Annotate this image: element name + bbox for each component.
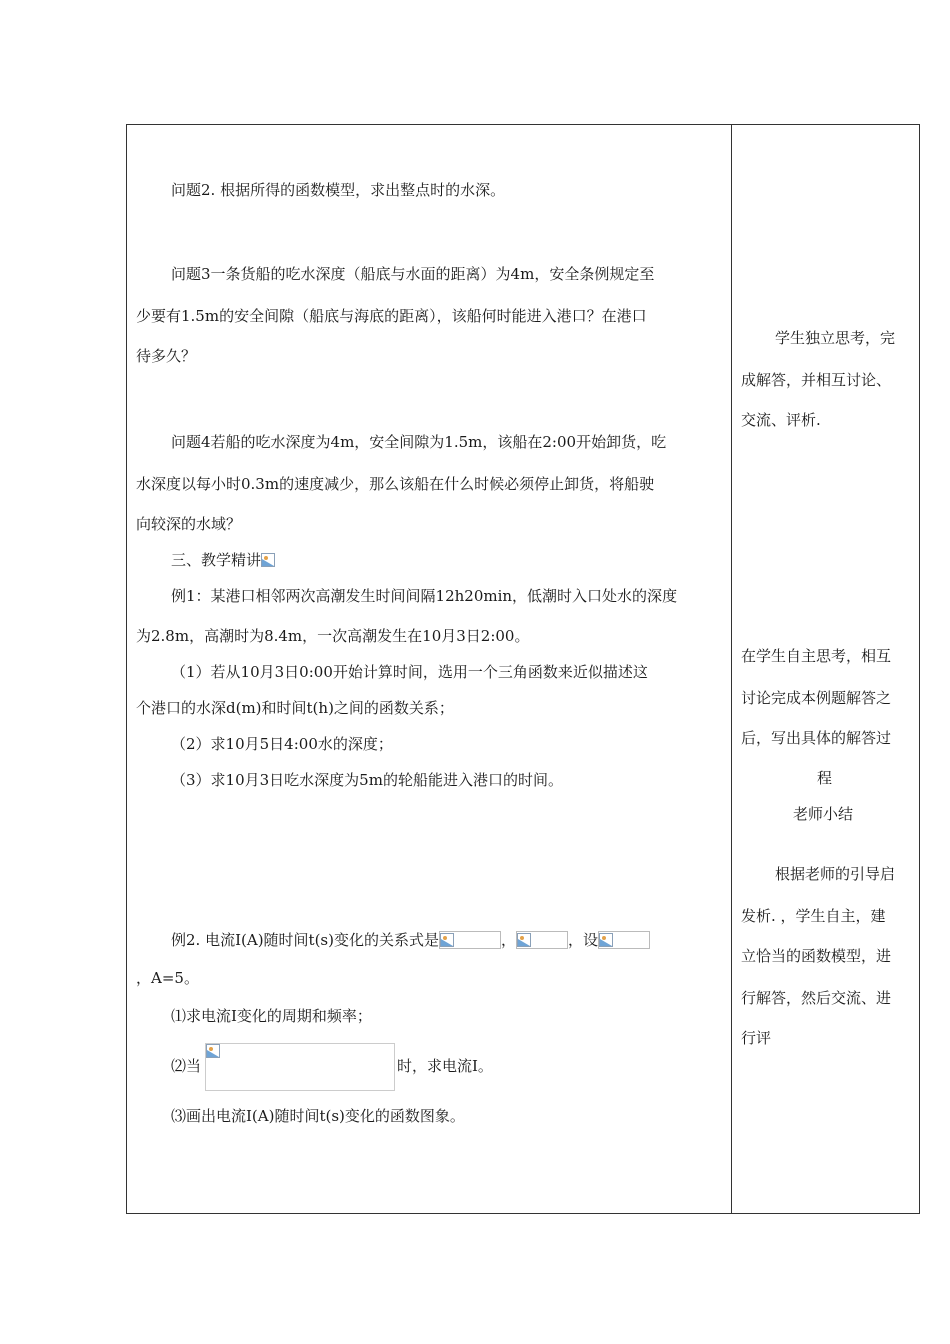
question-2: 问题2. 根据所得的函数模型，求出整点时的水深。	[171, 181, 506, 199]
activity-a-line2: 成解答，并相互讨论、	[741, 371, 892, 389]
example-2-line2: ，A=5。	[136, 969, 199, 987]
formula-omega	[516, 931, 568, 949]
question-4-line3: 向较深的水域？	[136, 515, 242, 533]
example-1-line2: 为2.8m，高潮时为8.4m，一次高潮发生在10月3日2:00。	[136, 627, 530, 645]
activity-b-line4: 程	[817, 769, 833, 787]
activity-b-line5: 老师小结	[793, 805, 854, 823]
lesson-table	[126, 124, 920, 1214]
broken-image-icon	[599, 933, 613, 947]
example-2-step3: ⑶画出电流I(A)随时间t(s)变化的函数图象。	[171, 1107, 465, 1125]
example-2-step1: ⑴求电流I变化的周期和频率；	[171, 1007, 372, 1025]
question-3-line1: 问题3一条货船的吃水深度（船底与水面的距离）为4m，安全条例规定至	[171, 265, 655, 283]
formula-phi	[598, 931, 650, 949]
activity-a-line1: 学生独立思考，完	[775, 329, 896, 347]
activity-b-line2: 讨论完成本例题解答之	[741, 689, 892, 707]
question-3-line3: 待多久？	[136, 347, 197, 365]
activity-c-line2: 发析. ，学生自主，建	[741, 907, 886, 925]
activity-c-line4: 行解答，然后交流、进	[741, 989, 892, 1007]
broken-image-icon	[517, 933, 531, 947]
section-3-title: 三、教学精讲	[171, 551, 262, 569]
example-2-prefix: 例2. 电流I(A)随时间t(s)变化的关系式是	[171, 931, 439, 949]
broken-image-icon	[206, 1044, 220, 1058]
broken-image-icon	[440, 933, 454, 947]
activity-a-line3: 交流、评析.	[741, 411, 821, 429]
broken-image-icon	[261, 553, 275, 567]
example-1-part2: （2）求10月5日4:00水的深度；	[171, 735, 393, 753]
example-2-comma: ，	[500, 931, 516, 949]
activity-c-line5: 行评	[741, 1029, 772, 1047]
example-1-part3: （3）求10月3日吃水深度为5m的轮船能进入港口的时间。	[171, 771, 563, 789]
formula-time-values	[205, 1043, 395, 1091]
example-2-let: ，设	[568, 931, 599, 949]
example-2-step2-suffix: 时，求电流I。	[397, 1057, 493, 1075]
example-2-line1	[171, 929, 650, 951]
activity-c-line3: 立恰当的函数模型，进	[741, 947, 892, 965]
question-3-line2: 少要有1.5m的安全间隙（船底与海底的距离），该船何时能进入港口？在港口	[136, 307, 647, 325]
activity-c-line1: 根据老师的引导启	[775, 865, 896, 883]
example-1-part1-line2: 个港口的水深d(m)和时间t(h)之间的函数关系；	[136, 699, 454, 717]
section-3-heading	[171, 549, 275, 571]
example-1-part1-line1: （1）若从10月3日0:00开始计算时间，选用一个三角函数来近似描述这	[171, 663, 648, 681]
question-4-line2: 水深度以每小时0.3m的速度减少，那么该船在什么时候必须停止卸货，将船驶	[136, 475, 655, 493]
activity-b-line3: 后，写出具体的解答过	[741, 729, 892, 747]
question-4-line1: 问题4若船的吃水深度为4m，安全间隙为1.5m，该船在2:00开始卸货，吃	[171, 433, 667, 451]
example-1-line1: 例1：某港口相邻两次高潮发生时间间隔12h20min，低潮时入口处水的深度	[171, 587, 678, 605]
column-divider	[731, 125, 732, 1213]
activity-b-line1: 在学生自主思考，相互	[741, 647, 892, 665]
formula-current	[439, 931, 501, 949]
example-2-step2-prefix: ⑵当	[171, 1057, 202, 1075]
